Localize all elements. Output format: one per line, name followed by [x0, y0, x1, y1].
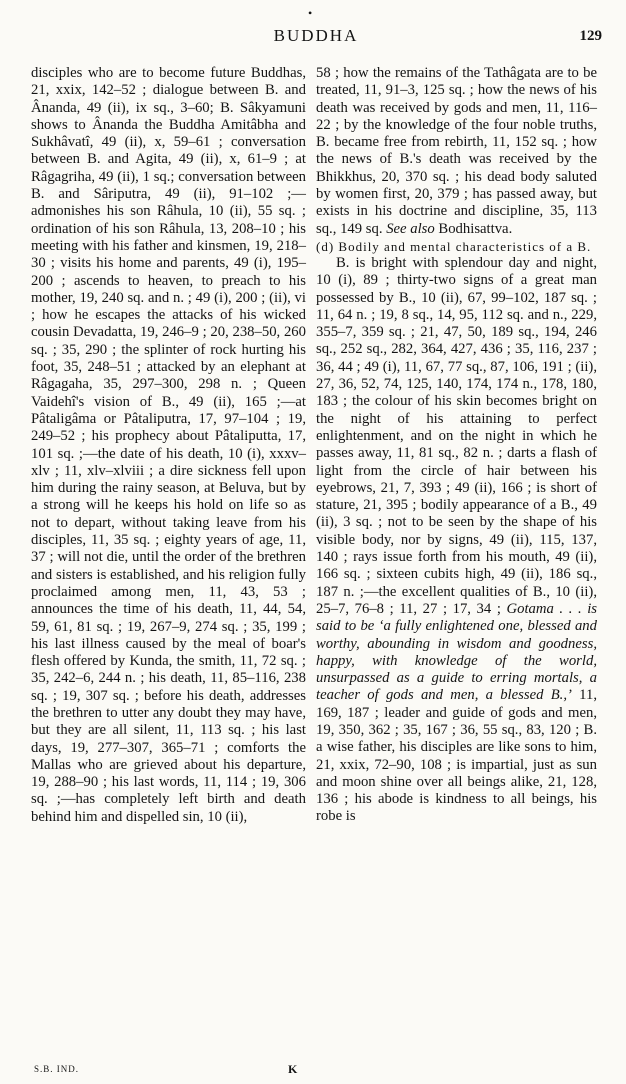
page-header — [30, 26, 602, 54]
footer-series-mark: S.B. IND. — [34, 1064, 80, 1074]
paragraph-text: B. is bright with splendour day and night, 10 (i), 89 ; thirty-two signs of a great man possessed by B., 10 (ii), 67, 99–102, 187 sq. ; 11, 64 n. ; 19, 8 sq., 14, 95, 112 sq. and n., 229, 355–7, 359 sq. ; 21, 47, 50, 189 sq., 194, 246 sq., 252 sq., 282, 364, 427, 436 ; 35, 116, 237 ; 36, 44 ; 49 (i), 11, 67, 77 sq., 87, 106, 191 ; (ii), 27, 36, 52, 74, 125, 140, 174, 174 n., 178, 180, 183 ; the colour of his skin becomes bright on the night of his attaining to perfect enlightenment, and on the night in which he passes away, 11, 81 sq., 82 n. ; darts a flash of light from the circle of hair between his eyebrows, 21, 7, 393 ; 49 (ii), 166 ; is short of stature, 21, 395 ; bodily appearance of a B., 49 (ii), 3 sq. ; not to be seen by the shape of his visible body, nor by signs, 49 (ii), 115, 137, 140 ; rays issue forth from his mouth, 49 (ii), 166 sq. ; sixteen cubits high, 49 (ii), 186 sq., 187 n. ;—the excellent qualities of B., 10 (ii), 25–7, 76–8 ; 11, 27 ; 17, 34 ; — [316, 254, 597, 617]
italic-quote: Gotama . . . is said to be ‘a fully enlightened one, blessed and worthy, abounding in wisdom and goodness, happy, with knowledge of the world, unsurpassed as a guide to erring mortals, a teacher of gods and men, a blessed B.,’ — [316, 600, 598, 704]
top-dot: • — [308, 6, 313, 20]
subsection-heading: (d) Bodily and mental characteristics of a B. — [316, 238, 592, 254]
subsection-paragraph — [316, 255, 597, 826]
left-column — [31, 65, 306, 826]
right-column — [316, 65, 597, 826]
footer-signature: K — [288, 1062, 298, 1076]
left-column-text: disciples who are to become future Buddhas, 21, xxix, 142–52 ; dialogue between B. and Ânanda, 49 (ii), ix sq., 3–60; B. Sâkyamuni shows to Ânanda the Buddha Amitâbha and Sukhâvatî, 49 (ii), x, 59–61 ; conversation between B. and Agita, 49 (ii), x, 61–9 ; at Râgagriha, 49 (ii), 1 sq.; conversation between B. and Sâriputra, 49 (ii), 91–102 ;—admonishes his son Râhula, 10 (ii), 55 sq. ; ordination of his son Râhula, 13, 208–10 ; his meeting with his father and kinsmen, 19, 218–30 ; visits his home and parents, 49 (i), 195–200 ; ascends to heaven, to preach to his mother, 19, 240 sq. and n. ; 49 (i), 200 ; (ii), vi ; how he escapes the attacks of his wicked cousin Devadatta, 19, 246–9 ; 20, 238–50, 260 sq. ; 35, 290 ; the splinter of rock hurting his foot, 35, 248–51 ; attacked by an elephant at Râgagaha, 35, 297–300, 298 n. ; Queen Vaidehî's vision of B., 49 (ii), 165 ;—at Pâtaligâma or Pâtaliputra, 17, 97–104 ; 19, 249–52 ; his prophecy about Pâtaliputta, 17, 101 sq. ;—the date of his death, 10 (i), xxxv–xlv ; 11, xlv–xlviii ; a dire sickness fell upon him during the rainy season, at Beluva, but by a strong will he keeps his hold on life so as not to depart, without taking leave from his disciples, 11, 35 sq. ; eighty years of age, 11, 37 ; will not die, until the order of the brethren and sisters is established, and his religion fully proclaimed among men, 11, 43, 53 ; announces the time of his death, 11, 44, 54, 59, 61, 81 sq. ; 19, 267–9, 274 sq. ; 35, 199 ; his last illness caused by the meal of boar's flesh offered by Kunda, the smith, 11, 72 sq. ; 35, 242–6, 244 n. ; his death, 11, 85–116, 238 sq. ; 19, 307 sq. ; before his death, addresses the brethren to utter any doubt they may have, but they are all silent, 11, 113 sq. ; his last days, 19, 277–307, 365–71 ; comforts the Mallas who are grieved about his departure, 19, 288–90 ; his last words, 11, 114 ; 19, 306 sq. ;—has completely left birth and death behind him and dispelled sin, 10 (ii), — [31, 65, 306, 825]
see-also-target: Bodhisattva. — [438, 220, 513, 237]
running-title: BUDDHA — [273, 26, 359, 45]
paragraph-text-end: 11, 169, 187 ; leader and guide of gods and men, 19, 350, 362 ; 35, 167 ; 36, 55 sq., 83, 120 ; B. a wise father, his disciples are like sons to him, 21, xxix, 72–90, 108 ; is impartial, just as sun and moon shine over all beings alike, 21, 128, 136 ; his abode is kindness to all beings, his robe is — [316, 687, 597, 825]
right-column-continuation — [316, 65, 597, 238]
page-number: 129 — [579, 28, 602, 44]
see-also-label: See also — [386, 220, 435, 237]
continuation-text: 58 ; how the remains of the Tathâgata are to be treated, 11, 91–3, 125 sq. ; how the news of his death was received by gods and men, 11, 116–22 ; by the knowledge of the four noble truths, B. became free from rebirth, 11, 152 sq. ; how the news of B.'s death was received by the Bhikkhus, 20, 370 sq. ; his dead body saluted by women first, 20, 379 ; has passed away, but exists in his doctrine and discipline, 35, 113 sq., 149 sq. — [316, 65, 597, 237]
